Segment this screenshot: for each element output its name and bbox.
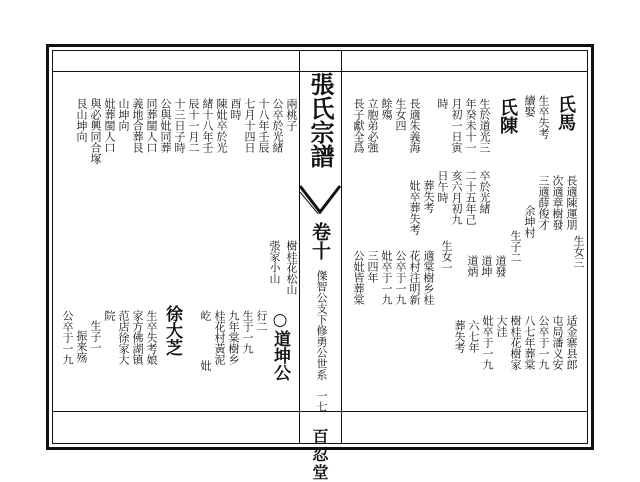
entry-col: 道發 (494, 255, 507, 277)
entry-col: 兩桃子 (285, 98, 298, 131)
entry-col: 張家小山 (268, 240, 281, 284)
entry-col: 義地合葬艮 (131, 98, 144, 153)
entry-col: 适金寨县郎 (565, 315, 578, 370)
entry-col: 亥六月初九 (450, 170, 463, 225)
entry-col: 二十五年己 (464, 170, 477, 225)
person-name-daokun (270, 310, 289, 381)
entry-col: 九年棠樹乡 (227, 310, 240, 365)
book-title: 張氏宗譜 (306, 72, 335, 168)
header-ma: 氏馬 (555, 95, 576, 131)
entry-col: 范店徐家大 (117, 310, 130, 365)
entry-col: 長適朱義海 (408, 98, 421, 153)
entry-col: 十三日子時 (173, 98, 186, 153)
entry-col: 妣卒于一九 (481, 315, 494, 370)
entry-col: 同葬閩人口 (145, 98, 158, 153)
header-chen: 氏陳 (497, 98, 518, 134)
entry-col: 三四年 (366, 250, 379, 283)
entry-col: 緒十八年壬 (201, 98, 214, 153)
entry-col: 月初一日寅 (450, 98, 463, 153)
entry-col: 次適章樹發 (551, 175, 564, 230)
entry-col: 妣葬閩人口 (103, 98, 116, 153)
entry-col: 陳妣卒於光 (215, 98, 228, 153)
entry-col: 屯局潘义安 (551, 315, 564, 370)
entry-col: 生于一九 (241, 310, 254, 354)
entry-col: 適棠樹乡桂 (422, 250, 435, 305)
entry-col: 家方佛湖镇 (131, 310, 144, 365)
entry-col: 生女三 (572, 235, 585, 268)
entry-col: 長子獻全爲 (352, 98, 365, 153)
entry-col: 妣卒葬失考 (408, 180, 421, 235)
entry-col: 行二 (255, 310, 268, 332)
hall-name: 百忍堂 (310, 428, 329, 482)
entry-col: 立胞弟必強 (366, 98, 379, 153)
entry-col: 卒於光緒 (478, 170, 491, 214)
entry-col: 生於道光三 (478, 98, 491, 153)
entry-col: 年癸未十一 (464, 98, 477, 153)
entry-col: 六七年 (467, 320, 480, 353)
entry-col: 公與妣同葬 (159, 98, 172, 153)
entry-col: 生女一 (440, 240, 453, 273)
entry-col: 公卒于一九 (394, 250, 407, 305)
entry-col: 公卒于一九 (537, 315, 550, 370)
entry-col: 生子二 (509, 230, 522, 263)
entry-col: 時 (436, 98, 449, 109)
entry-col: 樹桂花樹家 (509, 315, 522, 370)
entry-col: 振来殇 (75, 330, 88, 363)
entry-col: 日午時 (436, 170, 449, 203)
entry-col: 道坤 (480, 255, 493, 277)
entry-col: 生子一 (89, 320, 102, 353)
entry-col: 三適薛俊才 (537, 175, 550, 230)
fishtail-ornament (299, 184, 341, 214)
entry-col: 七月十四日 (243, 98, 256, 153)
entry-col: 葬失考 (422, 180, 435, 213)
page-number: 一七 (315, 390, 328, 412)
spine-right-line (341, 50, 342, 444)
person-marker: ○ (270, 310, 290, 330)
entry-col: 妣卒于一九 (380, 250, 393, 305)
entry-col: 樹桂花松山 (285, 240, 298, 295)
entry-col: 續娶 (523, 95, 536, 117)
person-name: 道坤公 (270, 330, 290, 381)
entry-col: 酉時 (229, 98, 242, 120)
entry-col: 辰十一月二 (187, 98, 200, 153)
entry-col: 長適陳運朋 (565, 175, 578, 230)
entry-col: 山坤向 (117, 98, 130, 131)
entry-col: 公妣皆葬棠 (352, 250, 365, 305)
person-name-xu: 徐大芝 (162, 305, 182, 356)
entry-col: 餘殤 (380, 98, 393, 120)
entry-col: 院 (103, 310, 116, 321)
entry-col: 屹 (199, 310, 212, 321)
volume-number: 卷十 (309, 222, 331, 260)
entry-col: 葬失考 (453, 320, 466, 353)
entry-col: 公卒于一九 (61, 310, 74, 365)
entry-col: 八七年葬棠 (523, 315, 536, 370)
entry-col: 花村注明新 (408, 250, 421, 305)
entry-col: 艮山坤向 (75, 98, 88, 142)
entry-col: 十八年壬辰 (257, 98, 270, 153)
entry-col: 道炳 (466, 255, 479, 277)
entry-col: 公卒於光緒 (271, 98, 284, 153)
entry-col: 余坤村 (523, 205, 536, 238)
book-spine (299, 50, 341, 482)
entry-col: 妣 (199, 360, 212, 371)
entry-col: 生女四 (394, 98, 407, 131)
entry-col: 生卒失考娘 (145, 310, 158, 365)
entry-col: 大洼 (495, 315, 508, 337)
lineage-subtitle: 傑智公支下修勇公世系 (315, 270, 328, 380)
entry-col: 生卒失考 (537, 95, 550, 139)
entry-col: 桂花村黃泥 (213, 310, 226, 365)
entry-col: 與必興同合塚 (89, 98, 102, 164)
